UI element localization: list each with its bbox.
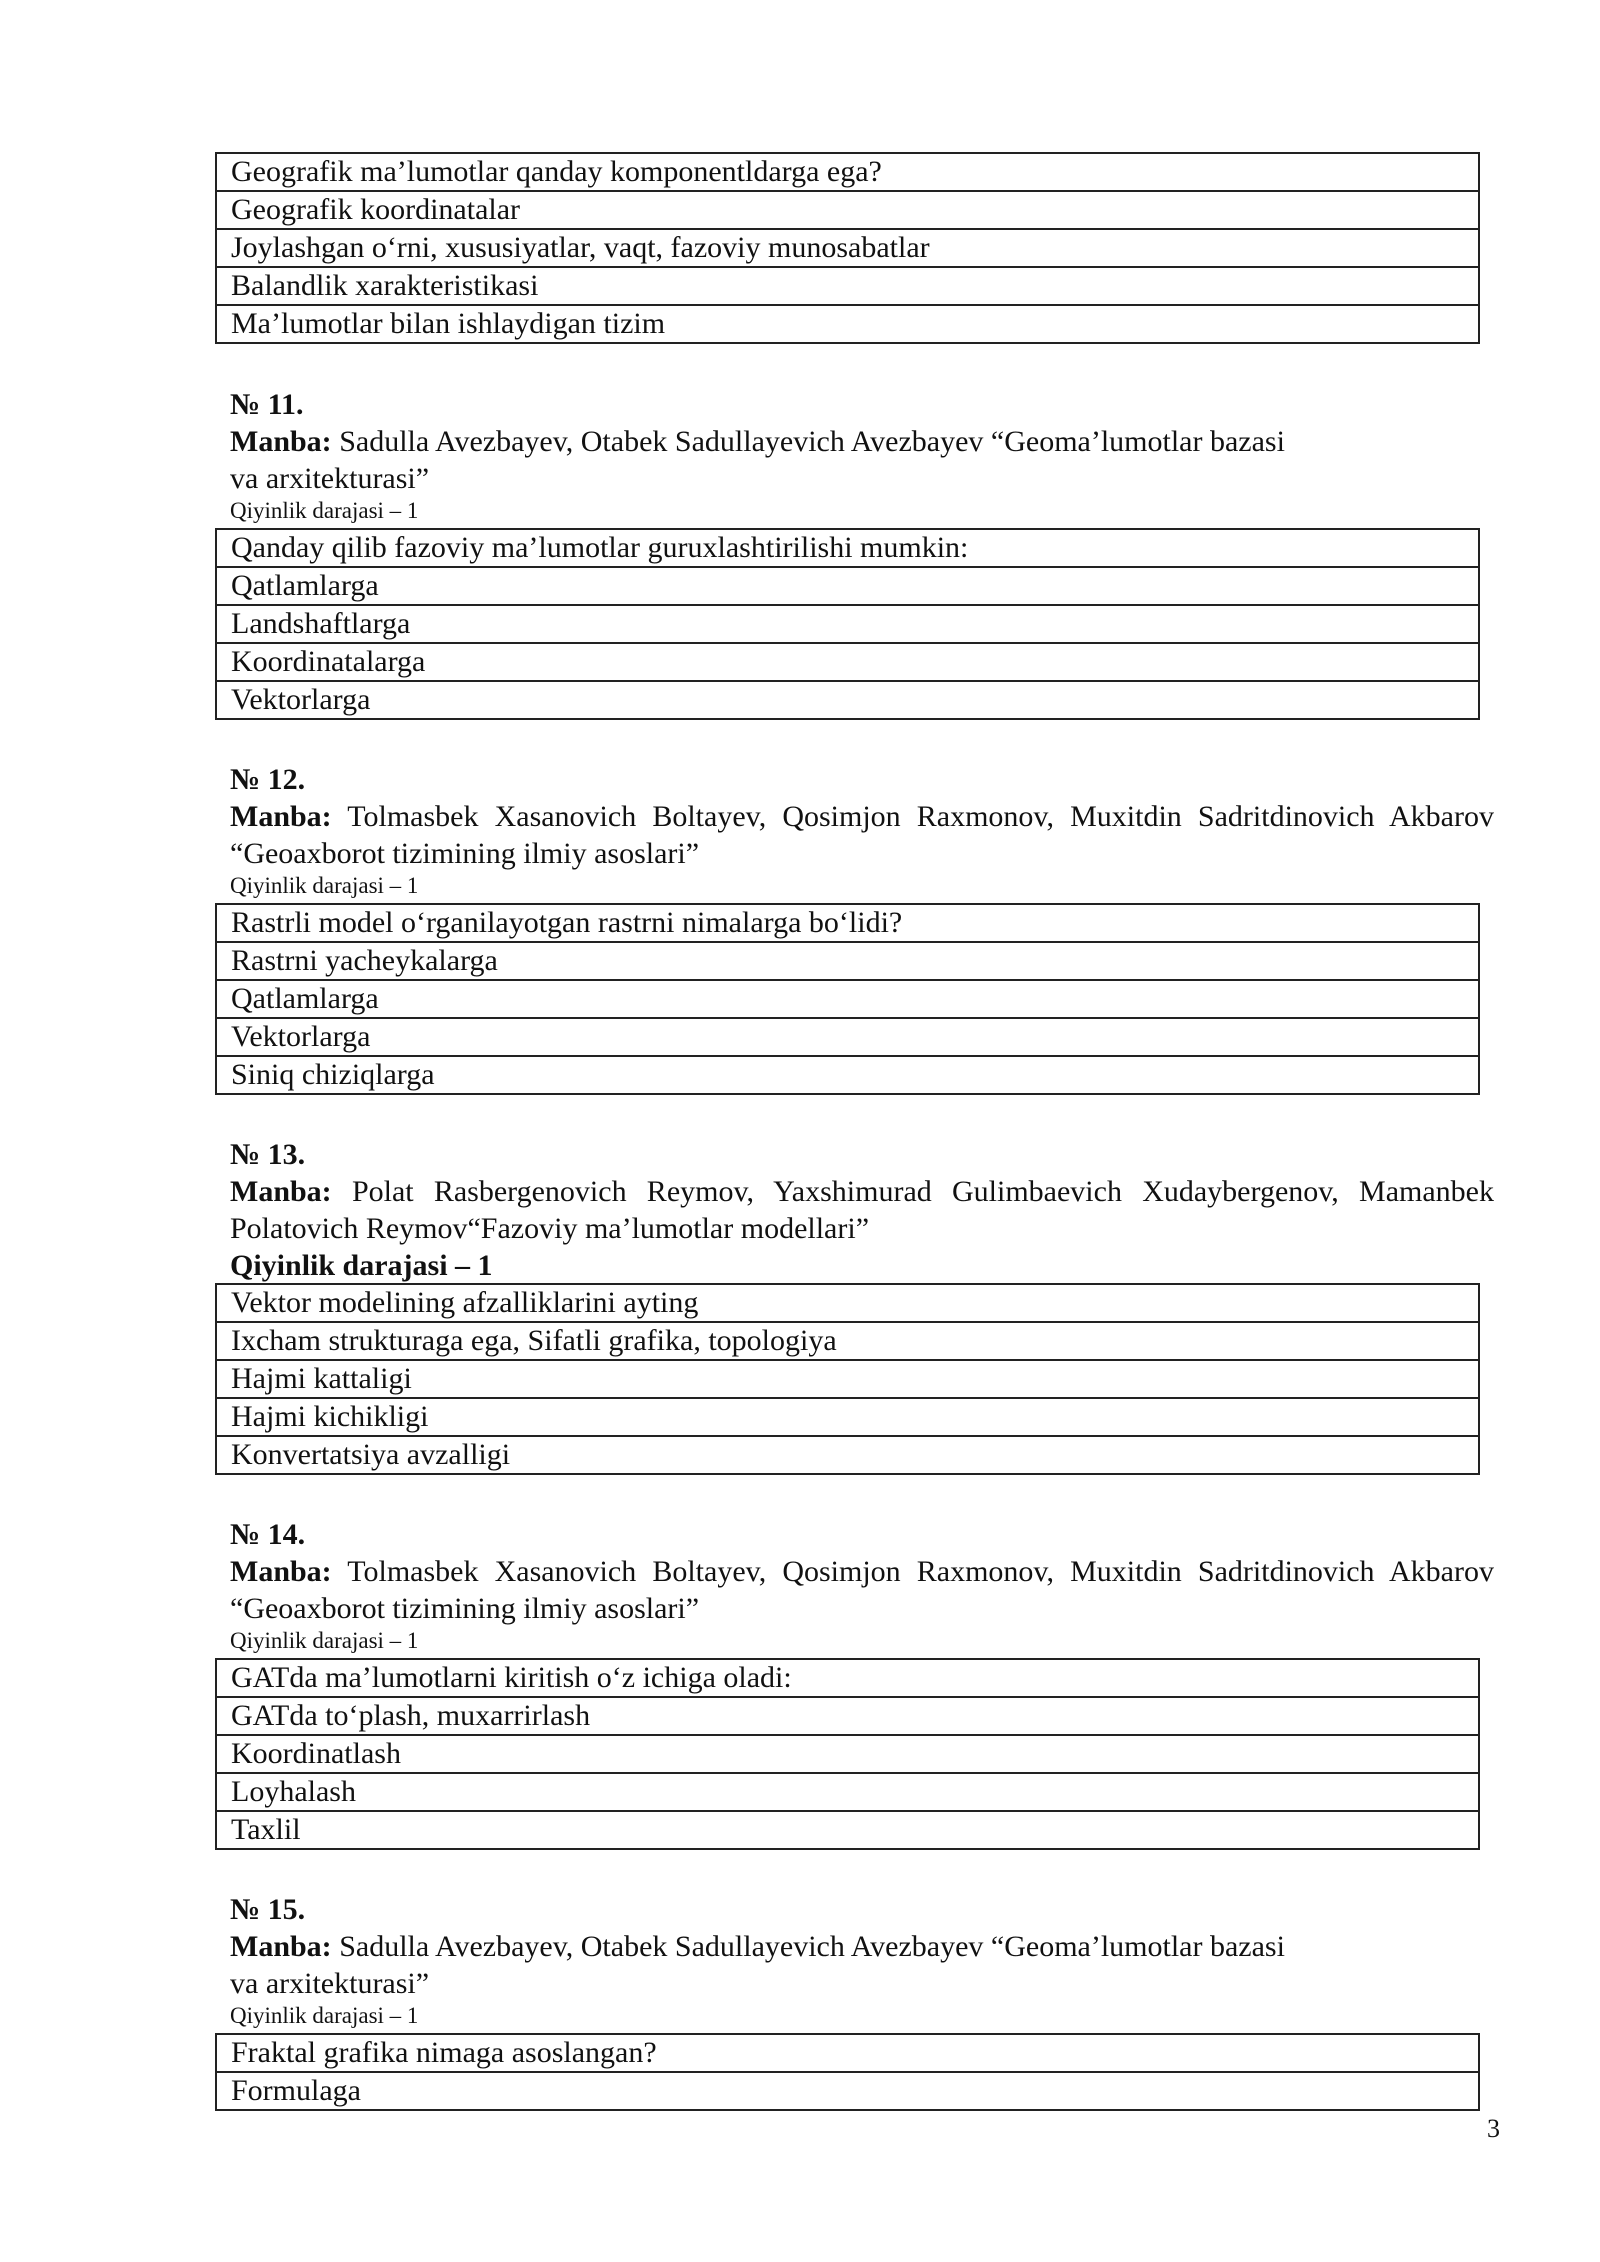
answer-option: Ma’lumotlar bilan ishlaydigan tizim [216,305,1479,343]
difficulty-level: Qiyinlik darajasi – 1 [230,1628,419,1653]
source-text: Tolmasbek Xasanovich Boltayev, Qosimjon Raxmonov, Muxitdin Sadritdinovich Akbarov “Geoaxborot tizimining ilmiy asoslari” [230,800,1494,870]
answer-option: Landshaftlarga [216,605,1479,643]
source-label: Manba: [230,800,332,833]
question-text: Fraktal grafika nimaga asoslangan? [216,2034,1479,2072]
answer-option: Koordinatlash [216,1735,1479,1773]
question-number: № 15. [230,1893,306,1926]
source-text: Polat Rasbergenovich Reymov, Yaxshimurad Gulimbaevich Xudaybergenov, Mamanbek Polatovich Reymov“Fazoviy ma’lumotlar modellari” [230,1175,1495,1245]
source-text: Sadulla Avezbayev, Otabek Sadullayevich Avezbayev “Geoma’lumotlar bazasi [339,425,1285,458]
source-label: Manba: [230,1175,332,1208]
question-text: Qanday qilib fazoviy ma’lumotlar guruxlashtirilishi mumkin: [216,529,1479,567]
answer-option: Hajmi kichikligi [216,1398,1479,1436]
question-number: № 14. [230,1518,306,1551]
answer-option: Formulaga [216,2072,1479,2110]
question-text: Rastrli model o‘rganilayotgan rastrni nimalarga bo‘lidi? [216,904,1479,942]
source-label: Manba: [230,1930,332,1963]
answer-option: Siniq chiziqlarga [216,1056,1479,1094]
question-12-header [230,761,1494,899]
source-label: Manba: [230,425,332,458]
question-number: № 11. [230,388,304,421]
source-text-continued: va arxitekturasi” [230,1967,430,2000]
source-line [230,1928,1494,1965]
answer-option: Geografik koordinatalar [216,191,1479,229]
question-12-table [215,903,1480,1095]
answer-option: Vektorlarga [216,1018,1479,1056]
question-11-header [230,386,1494,524]
answer-option: Taxlil [216,1811,1479,1849]
question-13-header [230,1136,1494,1284]
source-line [230,423,1494,460]
source-text: Tolmasbek Xasanovich Boltayev, Qosimjon Raxmonov, Muxitdin Sadritdinovich Akbarov “Geoaxborot tizimining ilmiy asoslari” [230,1555,1494,1625]
answer-option: Qatlamlarga [216,567,1479,605]
difficulty-level: Qiyinlik darajasi – 1 [230,873,419,898]
question-text: GATda ma’lumotlarni kiritish o‘z ichiga oladi: [216,1659,1479,1697]
answer-option: Konvertatsiya avzalligi [216,1436,1479,1474]
question-15-header [230,1891,1494,2029]
answer-option: Ixcham strukturaga ega, Sifatli grafika, topologiya [216,1322,1479,1360]
page-number: 3 [1487,2114,1500,2143]
difficulty-level: Qiyinlik darajasi – 1 [230,2003,419,2028]
answer-option: Rastrni yacheykalarga [216,942,1479,980]
question-10-table [215,152,1480,344]
source-line [230,798,1494,872]
answer-option: Koordinatalarga [216,643,1479,681]
source-label: Manba: [230,1555,332,1588]
answer-option: Joylashgan o‘rni, xususiyatlar, vaqt, fazoviy munosabatlar [216,229,1479,267]
difficulty-level: Qiyinlik darajasi – 1 [230,498,419,523]
question-text: Vektor modelining afzalliklarini ayting [216,1284,1479,1322]
source-line [230,1173,1494,1247]
answer-option: Vektorlarga [216,681,1479,719]
question-number: № 13. [230,1138,306,1171]
question-14-header [230,1516,1494,1654]
question-15-table [215,2033,1480,2111]
answer-option: Balandlik xarakteristikasi [216,267,1479,305]
difficulty-level: Qiyinlik darajasi – 1 [230,1249,493,1282]
question-14-table [215,1658,1480,1850]
source-line [230,1553,1494,1627]
question-text: Geografik ma’lumotlar qanday komponentldarga ega? [216,153,1479,191]
source-text: Sadulla Avezbayev, Otabek Sadullayevich Avezbayev “Geoma’lumotlar bazasi [339,1930,1285,1963]
question-number: № 12. [230,763,306,796]
answer-option: Hajmi kattaligi [216,1360,1479,1398]
answer-option: Loyhalash [216,1773,1479,1811]
question-11-table [215,528,1480,720]
answer-option: Qatlamlarga [216,980,1479,1018]
source-text-continued: va arxitekturasi” [230,462,430,495]
answer-option: GATda to‘plash, muxarrirlash [216,1697,1479,1735]
question-13-table [215,1283,1480,1475]
